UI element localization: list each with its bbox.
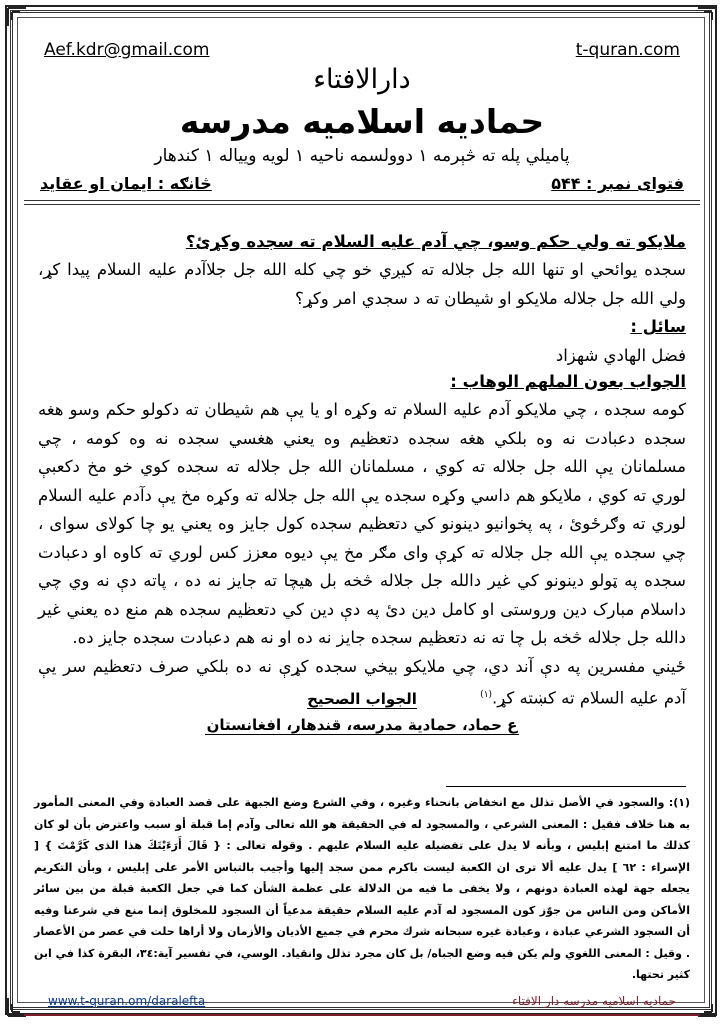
question-body [38, 256, 686, 370]
asker-label: سائل : [630, 317, 686, 336]
question-title: ملايکو ته ولي حکم وسو، چي آدم عليه السلام ته سجده وکړئ؟ [185, 232, 686, 251]
section-label: څانګه : ایمان او عقاید [40, 174, 212, 193]
fatwa-number: فتوای نمبر : ۵۴۴ [551, 174, 684, 193]
question-text: سجده يوائحي او تنها الله جل جلاله ته کيږي خو چي کله الله جل جلاآدم عليه السلام پيدا کړ، ولي الله جل جلاله ملايکو او شيطان ته د سجدي امر وکړ؟ [38, 260, 686, 308]
footer-name: حمادیه اسلامیه مدرسه دار الافتاء [512, 994, 676, 1008]
footnote-ref: (۱) [480, 690, 493, 700]
address: پاميلي پله ته څېرمه ۱ دوولسمه ناحيه ۱ لويه ويياله ۱ کندهار [154, 146, 570, 166]
verification-header: الجواب الصحيح [307, 690, 417, 708]
corner-ornament-icon [696, 6, 718, 28]
madrasa-title: حمادیه اسلامیه مدرسه [179, 102, 545, 141]
email-link[interactable]: Aef.kdr@gmail.com [44, 40, 210, 60]
header-divider [24, 204, 700, 205]
footer-divider [24, 1014, 700, 1016]
site-link[interactable]: t-quran.com [575, 40, 680, 60]
answer-paragraph: کومه سجده ، چي ملايکو آدم عليه السلام ته وکړه او يا يې هم شيطان ته دکولو حکم وسو هغه سجده دعبادت نه وه بلکي هغه سجده دتعظيم وه يعني هغسي سجده نه وه کومه ، چي مسلمانان يې الله جل جلاله ته کوي ، مسلمانان الله جل جلاله ته سجده کوي خو مخ دکعبې لوري ته کوي ، ملايکو هم داسي وکړه سجده يې الله جل جلاله ته وکړه مخ يې دآدم عليه السلام لوري ته وګرځوئ ، په پخوانيو دينونو کي دتعظيم سجده کول جايز وه يعني يو چا کولای سوای ، چي سجده يې الله جل جلاله ته کړې وای مګر مخ يې ديوه معزز کس لوري ته کاوه او دعبادت سجده په ټولو دينونو کي غير دالله جل جلاله څخه بل هيچا ته جايز نه ده ، پاته دې نه وي چي داسلام مبارک دين وروستی او کامل دين دئ په دې دين کي دتعظيم سجده هم منع ده يعني غير دالله جل جلاله څخه بل چا ته نه دتعظيم سجده جايز نه ده او نه هم دعبادت سجده جايز ده. [38, 400, 686, 647]
answer-body [38, 396, 686, 713]
footnote: (۱): والسجود في الأصل تذلل مع انخفاض بانحناء وغيره ، وفي الشرع وضع الجبهة على قصد العبادة وفي المعنى المأمور به هنا خلاف فقيل : المعنى الشرعي ، والمسجود له في الحقيقة هو الله تعالى وآدم إما قبلة أو سبب واعترض بأن لو كان كذلك ما امتنع إبليس ، وبأنه لا يدل على تفضيله عليه السلام عليهم . وقوله تعالى : { قَالَ أَرَءَيْتَكَ هذا الذى كَرَّمْتَ } [ الإسراء : ٦٢ ] يدل عليه ألا ترى ان الكعبة ليست باكرم ممن سجد إليها وأجيب بالتباس الأمر على إبليس ، وبأن التكريم يجعله جهة لهذه العبادة دونهم ، ولا يخفى ما فيه من الدلالة على عظمة الشأن كما في جعل الكعبة قبلة من بين سائر الأماكن ومن الناس من جوّز كون المسجود له آدم عليه السلام حقيقة مدعياً أن السجود للمخلوق إنما منع في شرعنا وفيه أن السجود الشرعي عبادة ، وعبادة غيره سبحانه شرك محرم في جميع الأديان والأزمان ولا أراها حلت في عصر من الأعصار . وقيل : المعنى اللغوي ولم يكن فيه وضع الجباه/ بل كان مجرد تذلل وانقياد. الوسي، في تفسير آية:٣٤، البقرة كذا في ابن كثير تحتها. [34, 796, 690, 981]
institution-title: دارالافتاء [313, 64, 411, 95]
asker-name: فضل الهادي شهزاد [555, 345, 686, 365]
corner-ornament-icon [6, 6, 28, 28]
footnote-divider [446, 786, 686, 787]
signature: ع حماد، حمادية مدرسه، قندهار، افغانستان [206, 716, 518, 734]
footer-url-link[interactable]: www.t-quran.om/daralefta [48, 994, 206, 1008]
answer-header: الجواب بعون الملهم الوهاب : [450, 372, 686, 391]
header-divider [24, 200, 700, 201]
answer-paragraph-text: ځيني مفسرين په دې آند دي، چي ملايکو بيخي سجده کړې نه ده بلکي صرف دتعظيم سر يې آدم عليه السلام ته کښته کړ. [38, 656, 686, 708]
